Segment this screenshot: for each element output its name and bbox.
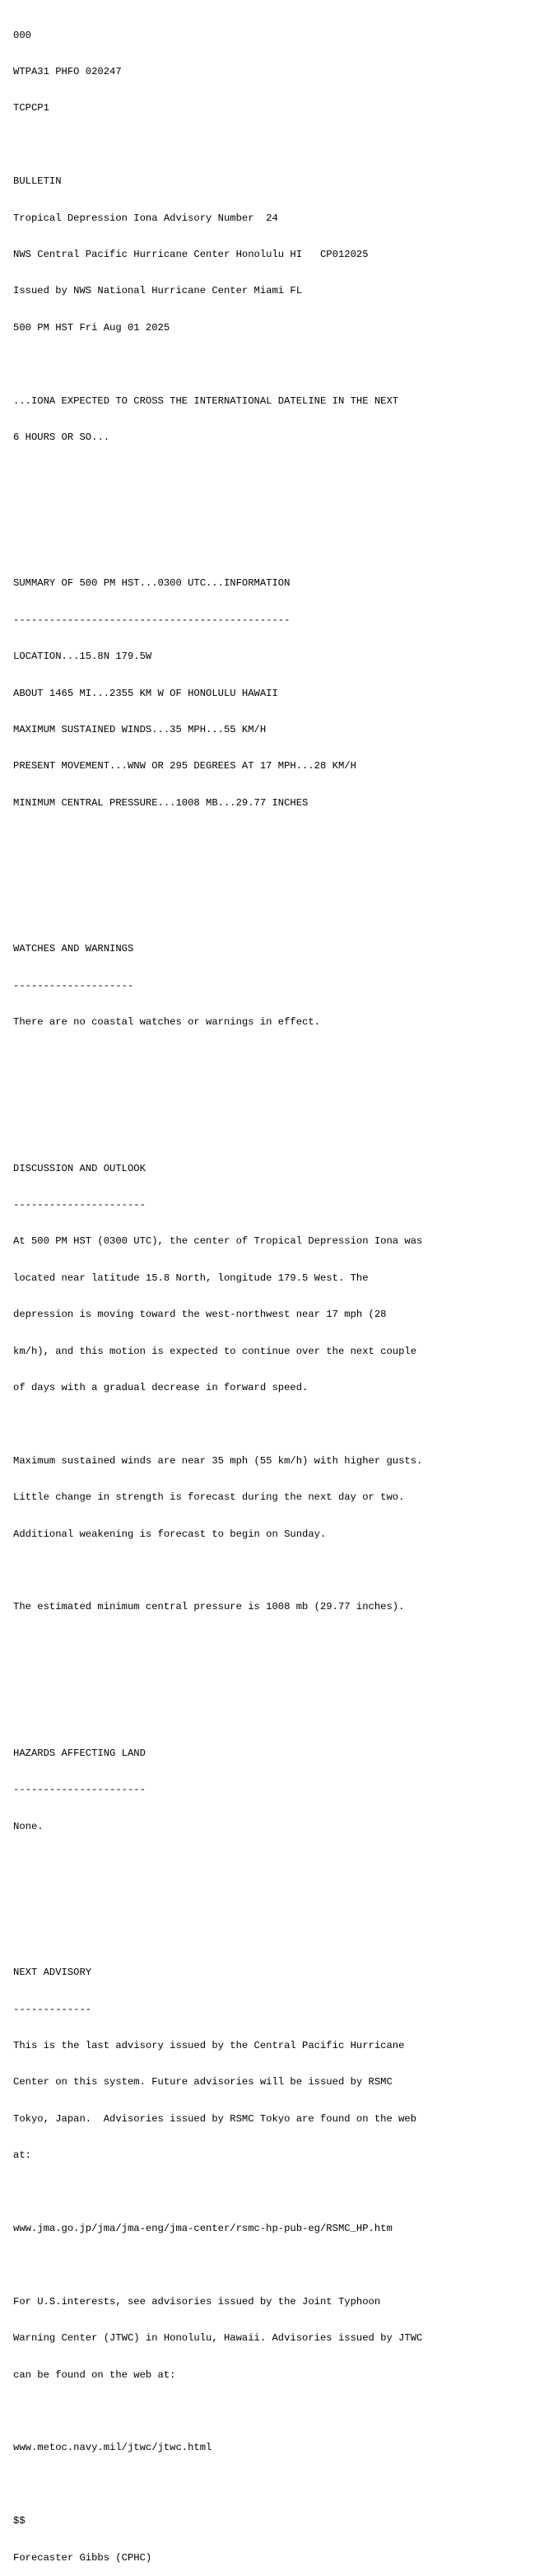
bulletin-line: Tropical Depression Iona Advisory Number 24 <box>13 212 278 224</box>
blank-line <box>13 139 531 152</box>
summary-line: MAXIMUM SUSTAINED WINDS...35 MPH...55 KM/H <box>13 724 267 736</box>
watches-title: WATCHES AND WARNINGS <box>13 943 134 955</box>
discussion-line: The estimated minimum central pressure is 1008 mb (29.77 inches). <box>13 1601 405 1613</box>
next-advisory-title: NEXT ADVISORY <box>13 1967 92 1979</box>
jtwc-url: www.metoc.navy.mil/jtwc/jtwc.html <box>13 2442 212 2454</box>
summary-line: MINIMUM CENTRAL PRESSURE...1008 MB...29.77 INCHES <box>13 796 309 809</box>
next-advisory-rule: ------------- <box>13 2003 92 2015</box>
blank-line <box>13 1638 531 1650</box>
next-advisory-line: Center on this system. Future advisories will be issued by RSMC <box>13 2076 393 2088</box>
hazards-rule: ---------------------- <box>13 1784 146 1796</box>
headline-line: ...IONA EXPECTED TO CROSS THE INTERNATIONAL DATELINE IN THE NEXT <box>13 394 399 407</box>
blank-line <box>13 541 531 553</box>
summary-line: PRESENT MOVEMENT...WNW OR 295 DEGREES AT 17 MPH...28 KM/H <box>13 760 356 772</box>
next-advisory-line: Tokyo, Japan. Advisories issued by RSMC Tokyo are found on the web <box>13 2112 417 2125</box>
blank-line <box>13 1053 531 1066</box>
blank-line <box>13 2186 531 2199</box>
end-marker: $$ <box>13 2515 26 2527</box>
hazards-line: None. <box>13 1820 44 1832</box>
watches-line: There are no coastal watches or warnings in effect. <box>13 1016 320 1029</box>
discussion-line: located near latitude 15.8 North, longitude 179.5 West. The <box>13 1272 369 1284</box>
blank-line <box>13 1418 531 1430</box>
bulletin-line: Issued by NWS National Hurricane Center Miami FL <box>13 285 303 297</box>
blank-line <box>13 505 531 517</box>
blank-line <box>13 1894 531 1906</box>
hazards-title: HAZARDS AFFECTING LAND <box>13 1747 146 1759</box>
header-line: TCPCP1 <box>13 102 49 114</box>
blank-line <box>13 1090 531 1102</box>
blank-line <box>13 2479 531 2491</box>
header-line: 000 <box>13 29 31 41</box>
discussion-line: Additional weakening is forecast to begin on Sunday. <box>13 1528 327 1540</box>
next-advisory-line: at: <box>13 2149 31 2162</box>
discussion-title: DISCUSSION AND OUTLOOK <box>13 1162 146 1174</box>
blank-line <box>13 468 531 480</box>
blank-line <box>13 1857 531 1869</box>
blank-line <box>13 1711 531 1724</box>
blank-line <box>13 1674 531 1687</box>
summary-line: LOCATION...15.8N 179.5W <box>13 651 152 663</box>
discussion-line: Maximum sustained winds are near 35 mph (55 km/h) with higher gusts. <box>13 1454 423 1467</box>
discussion-line: depression is moving toward the west-northwest near 17 mph (28 <box>13 1309 387 1321</box>
summary-rule: ---------------------------------------------- <box>13 614 291 626</box>
discussion-line: Little change in strength is forecast during the next day or two. <box>13 1491 405 1504</box>
headline-line: 6 HOURS OR SO... <box>13 431 110 443</box>
blank-line <box>13 1930 531 1943</box>
blank-line <box>13 870 531 883</box>
blank-line <box>13 907 531 919</box>
discussion-line: km/h), and this motion is expected to continue over the next couple <box>13 1345 417 1357</box>
blank-line <box>13 358 531 371</box>
blank-line <box>13 1565 531 1577</box>
next-advisory-line: For U.S.interests, see advisories issued by the Joint Typhoon <box>13 2295 381 2308</box>
blank-line <box>13 833 531 846</box>
discussion-line: of days with a gradual decrease in forward speed. <box>13 1382 309 1394</box>
header-line: WTPA31 PHFO 020247 <box>13 65 122 77</box>
bulletin-line: NWS Central Pacific Hurricane Center Honolulu HI CP012025 <box>13 248 369 260</box>
discussion-line: At 500 PM HST (0300 UTC), the center of Tropical Depression Iona was <box>13 1235 423 1248</box>
blank-line <box>13 2406 531 2418</box>
blank-line <box>13 2259 531 2271</box>
blank-line <box>13 1126 531 1138</box>
jma-url: www.jma.go.jp/jma/jma-eng/jma-center/rsmc-hp-pub-eg/RSMC_HP.htm <box>13 2223 393 2235</box>
watches-rule: -------------------- <box>13 979 134 992</box>
bulletin-line: 500 PM HST Fri Aug 01 2025 <box>13 321 170 334</box>
next-advisory-line: Warning Center (JTWC) in Honolulu, Hawaii. Advisories issued by JTWC <box>13 2332 423 2345</box>
discussion-rule: ---------------------- <box>13 1199 146 1211</box>
forecaster-signature: Forecaster Gibbs (CPHC) <box>13 2551 152 2564</box>
next-advisory-line: This is the last advisory issued by the Central Pacific Hurricane <box>13 2040 405 2052</box>
summary-title: SUMMARY OF 500 PM HST...0300 UTC...INFORMATION <box>13 577 291 590</box>
summary-line: ABOUT 1465 MI...2355 KM W OF HONOLULU HAWAII <box>13 687 278 699</box>
bulletin-line: BULLETIN <box>13 175 62 188</box>
next-advisory-line: can be found on the web at: <box>13 2368 176 2381</box>
